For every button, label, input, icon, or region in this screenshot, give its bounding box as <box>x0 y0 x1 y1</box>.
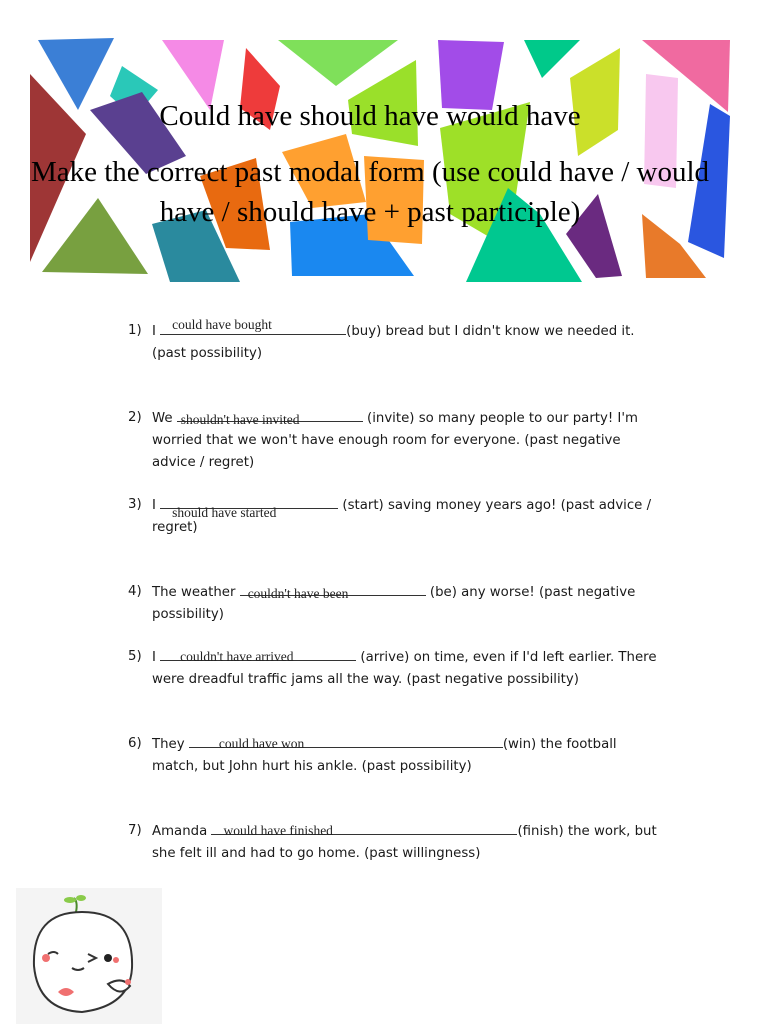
answer-text: couldn't have arrived <box>180 649 294 664</box>
answer-blank[interactable] <box>160 494 338 520</box>
answer-text: could have won <box>218 736 305 751</box>
question-suffix: (invite) so many people to our party! I'm worried that we won't have enough room for everyone. (past negative advice / regret) <box>152 411 638 470</box>
question-prefix: I <box>152 324 161 339</box>
question-suffix: (arrive) on time, even if I'd left earlier. There were dreadful traffic jams all the way. (past negative possibility) <box>152 650 657 687</box>
question-number: 3) <box>128 497 142 512</box>
question-prefix: I <box>152 650 161 665</box>
answer-blank[interactable] <box>189 733 503 751</box>
question-suffix: (win) the football match, but John hurt his ankle. (past possibility) <box>152 737 617 774</box>
question-7 <box>128 820 658 865</box>
question-prefix: They <box>152 737 189 752</box>
question-4 <box>128 581 658 626</box>
question-5 <box>128 646 658 691</box>
question-prefix: Amanda <box>152 824 212 839</box>
answer-blank[interactable] <box>211 820 517 838</box>
question-prefix: I <box>152 498 161 513</box>
question-suffix: (buy) bread but I didn't know we needed it. (past possibility) <box>152 324 635 361</box>
answer-blank[interactable] <box>240 581 426 601</box>
answer-text: should have started <box>172 505 277 520</box>
question-number: 2) <box>128 410 142 425</box>
answer-text: could have bought <box>172 317 272 332</box>
page-subtitle: Make the correct past modal form (use could have / would have / should have + past participle) <box>30 156 710 228</box>
question-3 <box>128 494 658 539</box>
question-number: 4) <box>128 584 142 599</box>
mascot-illustration <box>16 888 162 1024</box>
question-prefix: The weather <box>152 585 240 600</box>
question-number: 5) <box>128 649 142 664</box>
answer-text: would have finished <box>223 823 333 838</box>
question-suffix: (finish) the work, but she felt ill and had to go home. (past willingness) <box>152 824 657 861</box>
page-title: Could have should have would have <box>159 100 581 132</box>
question-prefix: We <box>152 411 177 426</box>
answer-blank[interactable] <box>177 407 363 427</box>
answer-text: shouldn't have invited <box>180 412 300 427</box>
question-suffix: (start) saving money years ago! (past advice / regret) <box>152 498 652 535</box>
question-suffix: (be) any worse! (past negative possibility) <box>152 585 636 622</box>
answer-blank[interactable] <box>160 317 346 335</box>
question-2 <box>128 407 658 474</box>
question-number: 7) <box>128 823 142 838</box>
question-number: 6) <box>128 736 142 751</box>
question-1 <box>128 317 658 365</box>
question-6 <box>128 733 658 778</box>
answer-text: couldn't have been <box>247 586 349 601</box>
question-number: 1) <box>128 323 142 338</box>
answer-blank[interactable] <box>160 646 356 664</box>
